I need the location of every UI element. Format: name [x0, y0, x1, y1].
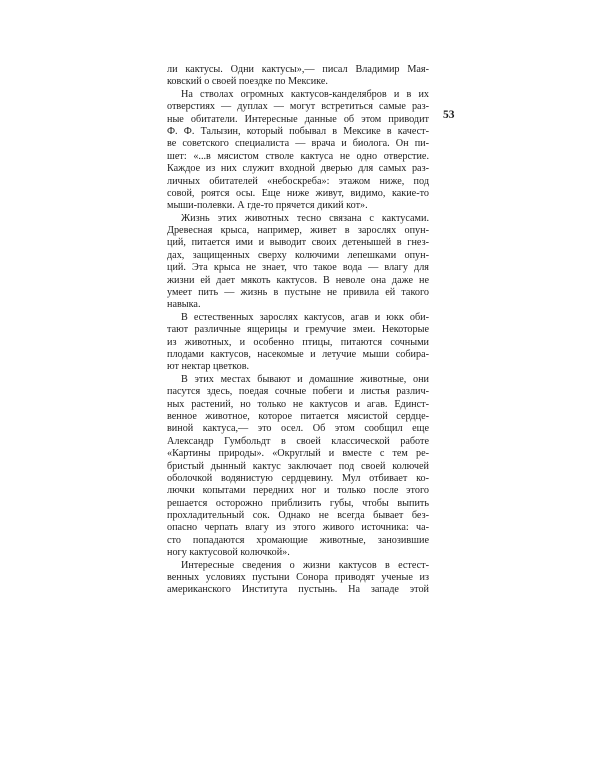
text-line: шет: «...в мясистом стволе кактуса не одно отверстие. [167, 150, 429, 162]
paragraph [167, 213, 429, 312]
text-line: прохладительный сок. Однако не всегда бывает без- [167, 510, 429, 522]
text-line: навыка. [167, 299, 201, 311]
text-line: мыши-полевки. А где-то прячется дикий кот». [167, 200, 368, 212]
text-line: сто попадаются хромающие животные, занозившие [167, 534, 429, 546]
paragraph [167, 312, 429, 374]
text-line: В этих местах бывают и домашние животные, они [181, 373, 429, 385]
paragraph [167, 64, 429, 89]
text-line: ве советского специалиста — врача и биолога. Он пи- [167, 138, 429, 150]
text-line: отверстиях — дуплах — могут встретиться самые раз- [167, 101, 429, 113]
text-line: На стволах огромных кактусов-канделябров и в их [181, 88, 429, 100]
text-line: ные обитатели. Интересные данные об этом приводит [167, 113, 429, 125]
text-line: жизни ей дает мякоть кактусов. В неволе она даже не [167, 274, 429, 286]
text-line: из животных, и особенно птицы, питаются сочными [167, 336, 429, 348]
text-line: венное животное, которое питается мясистой сердце- [167, 410, 429, 422]
text-line: Жизнь этих животных тесно связана с кактусами. [181, 212, 429, 224]
text-line: ют нектар цветков. [167, 361, 250, 373]
text-line: решается осторожно приблизить губы, чтобы выпить [167, 497, 429, 509]
text-line: Александр Гумбольдт в своей классической работе [167, 435, 429, 447]
text-line: личных обитателей «небоскреба»: этажом ниже, под [167, 175, 429, 187]
text-line: оболочкой водянистую сердцевину. Мул отбивает ко- [167, 472, 429, 484]
text-line: венных условиях пустыни Сонора приводят ученые из [167, 572, 429, 584]
text-line: опасно черпать влагу из этого живого источника: ча- [167, 522, 429, 534]
text-line: «Картины природы». «Округлый и вместе с тем ре- [167, 448, 429, 460]
paragraph [167, 374, 429, 560]
body-text [167, 64, 429, 597]
text-line: плодами кактусов, насекомые и летучие мыши собира- [167, 348, 429, 360]
text-line: Ф. Ф. Талызин, который побывал в Мексике в качест- [167, 125, 429, 137]
text-line: пасутся здесь, поедая сочные побеги и листья различ- [167, 386, 429, 398]
text-line: лючки копытами передних ног и только после этого [167, 485, 429, 497]
text-line: бристый дынный кактус заключает под своей колючей [167, 460, 429, 472]
paragraph [167, 560, 429, 597]
text-line: Каждое из них служит входной дверью для самых раз- [167, 163, 429, 175]
text-line: ций. Эта крыса не знает, что такое вода — влагу для [167, 262, 429, 274]
text-line: умеет пить — жизнь в пустыне не привила ей такого [167, 287, 429, 299]
text-line: ковский о своей поездке по Мексике. [167, 76, 328, 88]
text-line: Древесная крыса, например, живет в зарослях опун- [167, 225, 429, 237]
text-line: ногу кактусовой колючкой». [167, 547, 290, 559]
text-line: ных растений, но только не кактусов и агав. Единст- [167, 398, 429, 410]
text-line: ций, питается ими и выводит своих детенышей в гнез- [167, 237, 429, 249]
page-number: 53 [443, 109, 455, 121]
text-line: Интересные сведения о жизни кактусов в естест- [181, 559, 429, 571]
text-line: виной кактуса,— это осел. Об этом сообщил еще [167, 423, 429, 435]
text-line: ли кактусы. Одни кактусы»,— писал Владимир Мая- [167, 64, 429, 75]
paragraph [167, 89, 429, 213]
text-line: В естественных зарослях кактусов, агав и юкк оби- [181, 311, 429, 323]
text-line: дах, защищенных сверху колючими лепешками опун- [167, 249, 429, 261]
text-line: совой, роятся осы. Еще ниже живут, видимо, какие-то [167, 187, 429, 199]
text-line: тают различные ящерицы и гремучие змеи. Некоторые [167, 324, 429, 336]
text-line: американского Института пустынь. На западе этой [167, 584, 429, 596]
